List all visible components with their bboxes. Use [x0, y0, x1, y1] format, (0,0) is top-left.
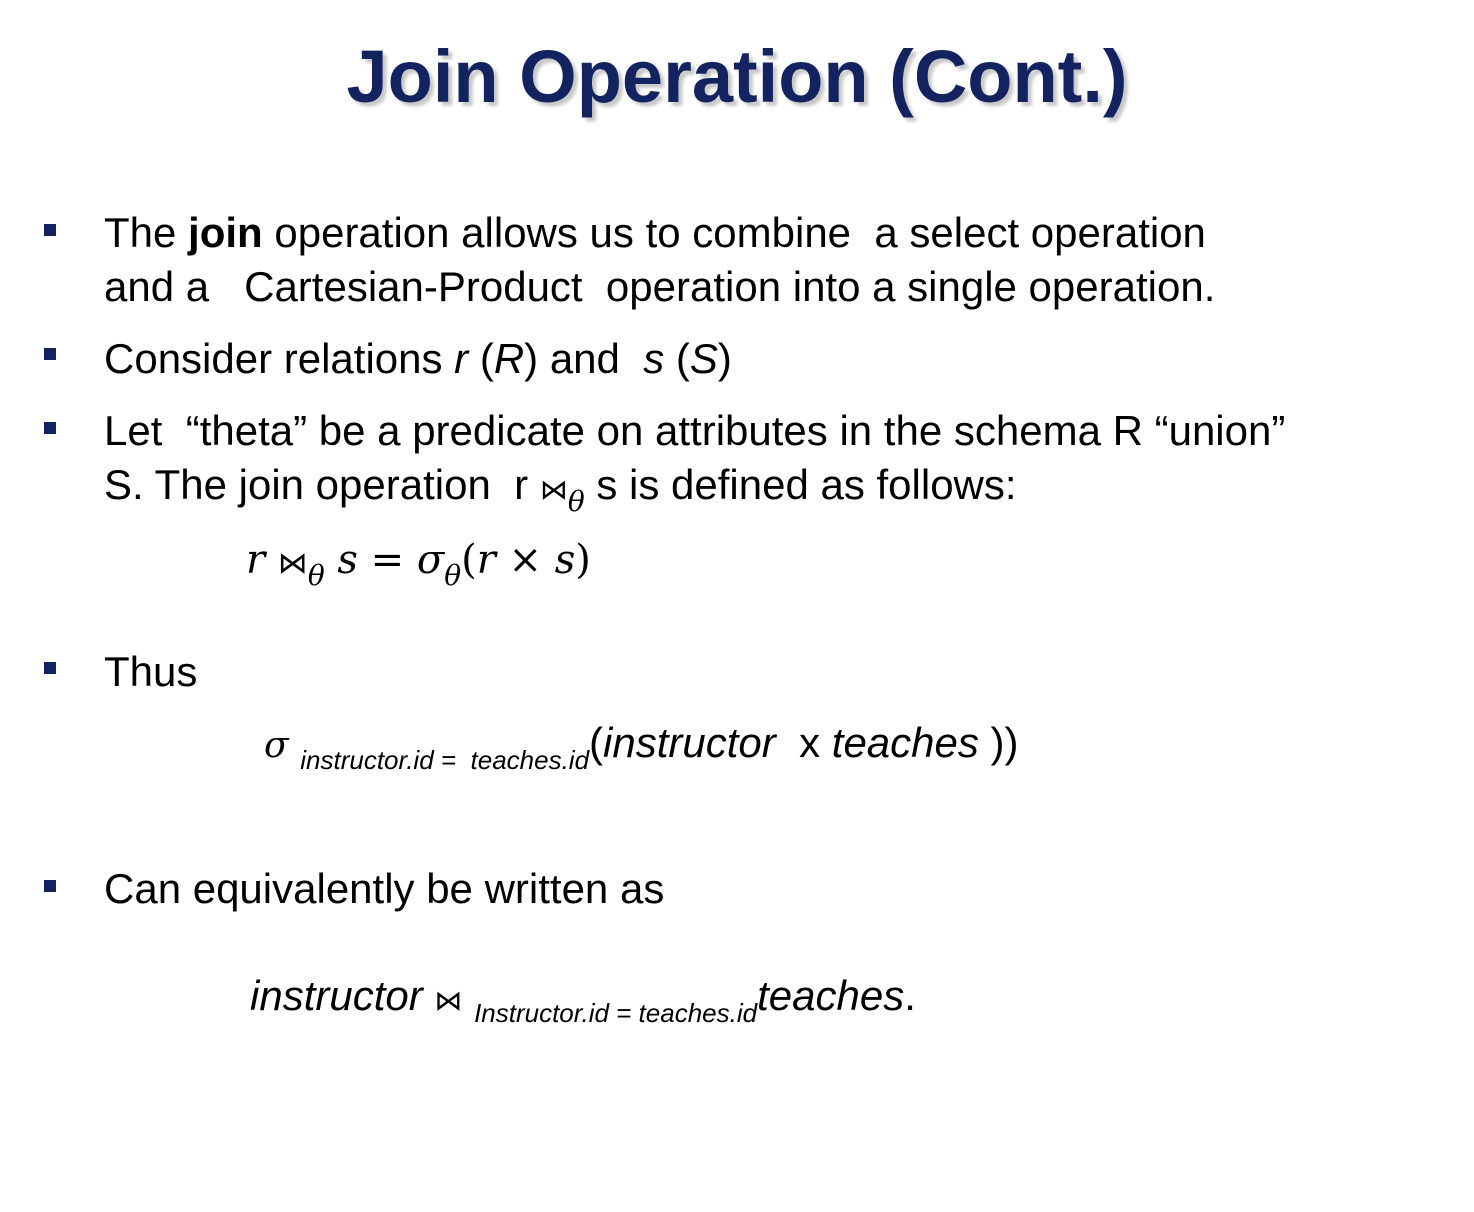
bullet-3-line-2 [104, 461, 1017, 518]
paren: ( [589, 719, 604, 766]
theta-subscript: θ [307, 559, 325, 592]
sigma-symbol: σ [416, 537, 445, 583]
theta-subscript: θ [444, 559, 462, 592]
bullet-marker [44, 662, 56, 674]
join-predicate-subscript: Instructor.id = teaches.id [474, 998, 758, 1028]
text-segment: ( [664, 335, 690, 382]
paren: ) [575, 537, 591, 583]
math-r: r [246, 537, 266, 583]
bullet-marker [44, 880, 56, 892]
cross-product-symbol: x [775, 719, 832, 766]
relation-instructor: instructor [250, 972, 423, 1019]
bullet-3-line-1: Let “theta” be a predicate on attributes in the schema R “union” [104, 407, 1286, 454]
bowtie-join-symbol: ⋈ [539, 473, 568, 506]
equals-sign: = [370, 537, 405, 583]
bullet-1-line-2: and a Cartesian-Product operation into a single operation. [104, 263, 1216, 310]
theta-subscript: θ [567, 485, 585, 518]
bowtie-join-symbol: ⋈ [434, 984, 463, 1017]
text-segment: Consider relations [104, 335, 455, 382]
text-segment: ) and [524, 335, 644, 382]
bullet-marker [44, 224, 56, 236]
paren: ( [461, 537, 477, 583]
schema-S: S [689, 335, 718, 382]
period: . [904, 972, 916, 1019]
relation-instructor: instructor [603, 719, 776, 766]
text-segment: S. The join operation r [104, 461, 540, 508]
join-expression [250, 972, 916, 1028]
text-segment: The [104, 209, 189, 256]
bullet-5-line: Can equivalently be written as [104, 865, 665, 912]
math-s: s [554, 537, 576, 583]
paren: )) [978, 719, 1019, 766]
bullet-marker [44, 348, 56, 360]
bullet-4-line: Thus [104, 648, 198, 695]
relation-teaches: teaches [757, 972, 905, 1019]
text-segment: ( [468, 335, 494, 382]
bullet-marker [44, 422, 56, 434]
text-segment: ) [717, 335, 732, 382]
relation-s: s [643, 335, 665, 382]
cross-product-symbol: × [508, 537, 543, 583]
math-r: r [476, 537, 496, 583]
join-keyword: join [188, 209, 263, 256]
math-s: s [337, 537, 358, 583]
bullet-2-line [104, 335, 732, 382]
bullet-1-line-1 [104, 209, 1206, 256]
bowtie-join-symbol: ⋈ [277, 546, 308, 581]
text-segment: s is defined as follows: [584, 461, 1017, 508]
schema-R: R [493, 335, 525, 382]
selection-predicate-subscript: instructor.id = teaches.id [300, 745, 590, 775]
sigma-symbol: σ [264, 725, 289, 766]
relation-teaches: teaches [831, 719, 979, 766]
relation-r: r [454, 335, 469, 382]
select-expression [264, 719, 1019, 775]
slide-title: Join Operation (Cont.) [346, 35, 1128, 118]
text-segment: operation allows us to combine a select operation [262, 209, 1206, 256]
theta-join-definition [246, 537, 591, 592]
